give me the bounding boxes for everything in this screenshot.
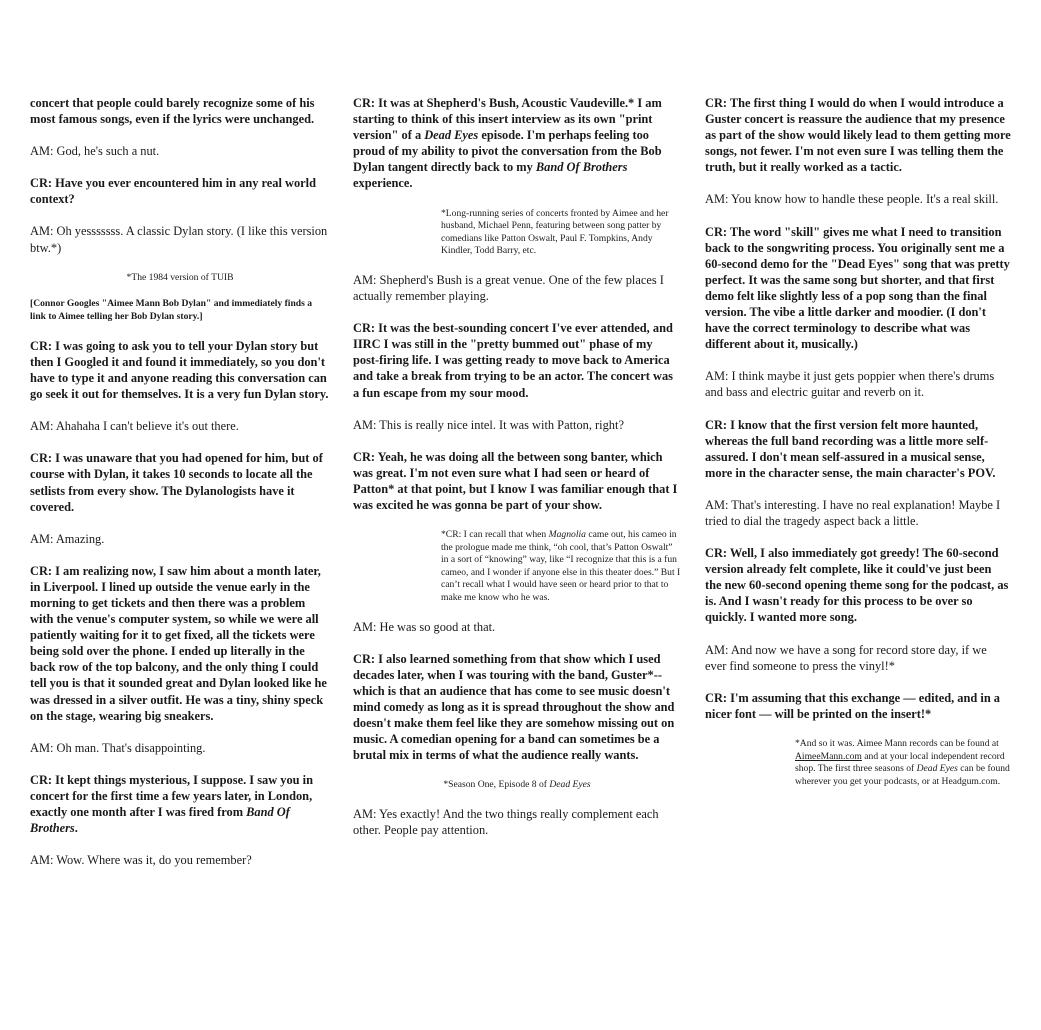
text-segment: experience. bbox=[353, 176, 413, 191]
text-segment: and at your local independent record shop. The first three seasons of bbox=[795, 750, 1005, 775]
italic-title: Dead Eyes bbox=[916, 763, 958, 775]
text-segment: AM: Shepherd's Bush is a great venue. One of the few places I actually remember playing. bbox=[353, 272, 664, 304]
footnote bbox=[441, 529, 681, 605]
column-right bbox=[705, 95, 1011, 802]
interviewee-paragraph bbox=[353, 272, 681, 304]
interviewer-paragraph bbox=[30, 563, 330, 724]
text-segment: *The 1984 version of TUIB bbox=[126, 271, 234, 283]
interviewee-paragraph bbox=[353, 806, 681, 838]
text-segment: CR: It was at Shepherd's Bush, Acoustic Vaudeville.* I am starting to think of this insert interview as its own "print version" of a bbox=[353, 96, 662, 143]
text-segment: AM: Ahahaha I can't believe it's out there. bbox=[30, 419, 239, 434]
interviewer-paragraph bbox=[353, 95, 681, 192]
italic-title: Band Of Brothers bbox=[535, 160, 628, 175]
interviewee-paragraph bbox=[705, 642, 1011, 674]
interviewer-paragraph bbox=[30, 175, 330, 207]
italic-title: Magnolia bbox=[548, 529, 586, 541]
text-segment: *Season One, Episode 8 of bbox=[443, 779, 550, 791]
text-segment: CR: I am realizing now, I saw him about a month later, in Liverpool. I lined up outside the venue early in the morning to get tickets and then there was a problem with the venue's computer system, so while we were all patiently waiting for it to get fixed, all the tickets were being sold over the phone. I ended up literally in the back row of the top balcony, and the only thing I could tell you is that it sounded great and Dylan looked like he was dressed in a silver outfit. He was a tiny, shiny speck on the stage, wearing big sneakers. bbox=[30, 563, 327, 723]
interviewee-paragraph bbox=[353, 619, 681, 635]
text-segment: . bbox=[74, 821, 78, 836]
text-segment: concert that people could barely recognize some of his most famous songs, even if the lyrics were unchanged. bbox=[30, 96, 315, 127]
text-segment: AM: Oh yesssssss. A classic Dylan story. (I like this version btw.*) bbox=[30, 224, 328, 255]
text-segment: AM: He was so good at that. bbox=[353, 619, 496, 634]
text-segment: episode. I'm perhaps feeling too proud of my ability to pivot the conversation from the Bob Dylan tangent directly back to my bbox=[353, 128, 662, 175]
text-segment: AM: Amazing. bbox=[30, 531, 105, 546]
text-segment: AM: Yes exactly! And the two things really complement each other. People pay attention. bbox=[353, 806, 659, 838]
text-segment: CR: Well, I also immediately got greedy! The 60-second version already felt complete, like it could've just been the new 60-second opening theme song for the podcast, as is. And I wasn't ready for this process to be over so quickly. I wanted more song. bbox=[705, 546, 1009, 625]
text-segment: CR: The first thing I would do when I would introduce a Guster concert is reassure the audience that my presence as part of the show would likely lead to them getting more songs, not fewer. I'm not even sure I was telling them the truth, but it really worked as a tactic. bbox=[705, 96, 1011, 175]
interviewer-paragraph bbox=[30, 772, 330, 836]
text-segment: AM: I think maybe it just gets poppier when there's drums and bass and electric guitar and reverb on it. bbox=[705, 369, 995, 400]
italic-title: Dead Eyes bbox=[549, 779, 591, 791]
interviewee-paragraph bbox=[705, 191, 1011, 207]
column-middle bbox=[353, 95, 681, 854]
interviewee-paragraph bbox=[30, 418, 330, 434]
interviewer-paragraph bbox=[353, 449, 681, 513]
interviewee-paragraph bbox=[353, 417, 681, 433]
text-segment: AM: You know how to handle these people. It's a real skill. bbox=[705, 192, 999, 207]
interviewer-paragraph bbox=[353, 651, 681, 764]
interviewer-paragraph bbox=[705, 95, 1011, 175]
footnote bbox=[353, 779, 681, 792]
text-segment: CR: Have you ever encountered him in any real world context? bbox=[30, 176, 317, 207]
text-segment: CR: I was unaware that you had opened for him, but of course with Dylan, it takes 10 seconds to locate all the setlists from every show. The Dylanologists have it covered. bbox=[30, 451, 323, 514]
interviewer-paragraph bbox=[30, 95, 330, 127]
interviewee-paragraph bbox=[30, 740, 330, 756]
text-segment: came out, his cameo in the prologue made me think, “oh cool, that’s Patton Oswalt” in a sort of “knowing” way, like “I recognize that this is a fun cameo, and I wonder if anyone else in this theater does.” But I can’t recall what I would have seen or heard prior to that to make me know who he was. bbox=[441, 529, 681, 604]
text-segment: CR: The word "skill" gives me what I need to transition back to the songwriting process. You originally sent me a 60-second demo for the "Dead Eyes" song that was pretty perfect. It was the same song but shorter, and that first demo felt like slightly less of a pop song than the final version. The vibe a little darker and moodier. (I don't have the correct terminology to describe what was different about it, musically.) bbox=[705, 224, 1010, 352]
interviewer-paragraph bbox=[30, 338, 330, 402]
text-segment: AM: And now we have a song for record store day, if we ever find someone to press the vinyl!* bbox=[705, 642, 987, 673]
interviewee-paragraph bbox=[30, 531, 330, 547]
bracketed-note bbox=[30, 298, 330, 324]
italic-title: Band Of Brothers bbox=[30, 805, 290, 836]
text-segment: [Connor Googles "Aimee Mann Bob Dylan" and immediately finds a link to Aimee telling her Bob Dylan story.] bbox=[30, 298, 313, 323]
text-segment: can be found wherever you get your podcasts, or at Headgum.com. bbox=[795, 763, 1010, 787]
footnote bbox=[441, 208, 681, 258]
text-segment: CR: I was going to ask you to tell your Dylan story but then I Googled it and found it immediately, so you don't have to type it and anyone reading this conversation can go seek it out for themselves. It is a very fun Dylan story. bbox=[30, 338, 329, 402]
interviewee-paragraph bbox=[705, 368, 1011, 400]
text-segment: AM: Wow. Where was it, do you remember? bbox=[30, 853, 252, 868]
text-segment: *CR: I can recall that when bbox=[441, 529, 549, 541]
text-segment: CR: I know that the first version felt more haunted, whereas the full band recording was a little more self-assured. I don't mean self-assured in a musical sense, more in the character sense, the main character's POV. bbox=[705, 417, 996, 480]
website-link-text: AimeeMann.com bbox=[795, 750, 862, 762]
text-segment: CR: It was the best-sounding concert I've ever attended, and IIRC I was still in the "pretty bummed out" phase of my post-firing life. I was getting ready to move back to America and take a break from trying to be an actor. The concert was a fun escape from my sour mood. bbox=[353, 321, 673, 400]
text-segment: CR: Yeah, he was doing all the between song banter, which was great. I'm not even sure what I had seen or heard of Patton* at that point, but I know I was familiar enough that I was excited he was gonna be part of your show. bbox=[353, 449, 678, 512]
column-left bbox=[30, 95, 330, 884]
interviewer-paragraph bbox=[705, 417, 1011, 481]
text-segment: AM: This is really nice intel. It was with Patton, right? bbox=[353, 417, 624, 432]
footnote bbox=[30, 272, 330, 285]
italic-title: Dead Eyes bbox=[424, 128, 479, 143]
interviewer-paragraph bbox=[30, 450, 330, 514]
text-segment: AM: That's interesting. I have no real explanation! Maybe I tried to dial the tragedy aspect back a little. bbox=[705, 497, 1001, 528]
interviewer-paragraph bbox=[705, 224, 1011, 353]
interviewee-paragraph bbox=[705, 497, 1011, 529]
text-segment: *And so it was. Aimee Mann records can be found at bbox=[795, 737, 999, 749]
text-segment: CR: I also learned something from that show which I used decades later, when I was touring with the band, Guster*-- which is that an audience that has come to see music doesn't mind comedy as long as it is spread throughout the show and doesn't make them feel like they are somehow missing out on music. A comedian opening for a band can sometimes be a brutal mix in terms of what the audience really wants. bbox=[353, 651, 675, 763]
interviewer-paragraph bbox=[705, 690, 1011, 722]
interviewee-paragraph bbox=[30, 852, 330, 868]
text-segment: *Long-running series of concerts fronted by Aimee and her husband, Michael Penn, featuring between song patter by comedians like Patton Oswalt, Paul F. Tompkins, Andy Kindler, Todd Barry, etc. bbox=[441, 207, 669, 257]
text-segment: CR: I'm assuming that this exchange — edited, and in a nicer font — will be printed on the insert!* bbox=[705, 690, 1000, 721]
text-segment: CR: It kept things mysterious, I suppose. I saw you in concert for the first time a few years later, in London, exactly one month after I was fired from bbox=[30, 772, 313, 819]
text-segment: AM: God, he's such a nut. bbox=[30, 144, 160, 159]
interviewee-paragraph bbox=[30, 143, 330, 159]
interviewer-paragraph bbox=[353, 320, 681, 400]
interviewer-paragraph bbox=[705, 545, 1011, 625]
footnote bbox=[795, 738, 1011, 788]
interviewee-paragraph bbox=[30, 223, 330, 255]
text-segment: AM: Oh man. That's disappointing. bbox=[30, 740, 206, 755]
